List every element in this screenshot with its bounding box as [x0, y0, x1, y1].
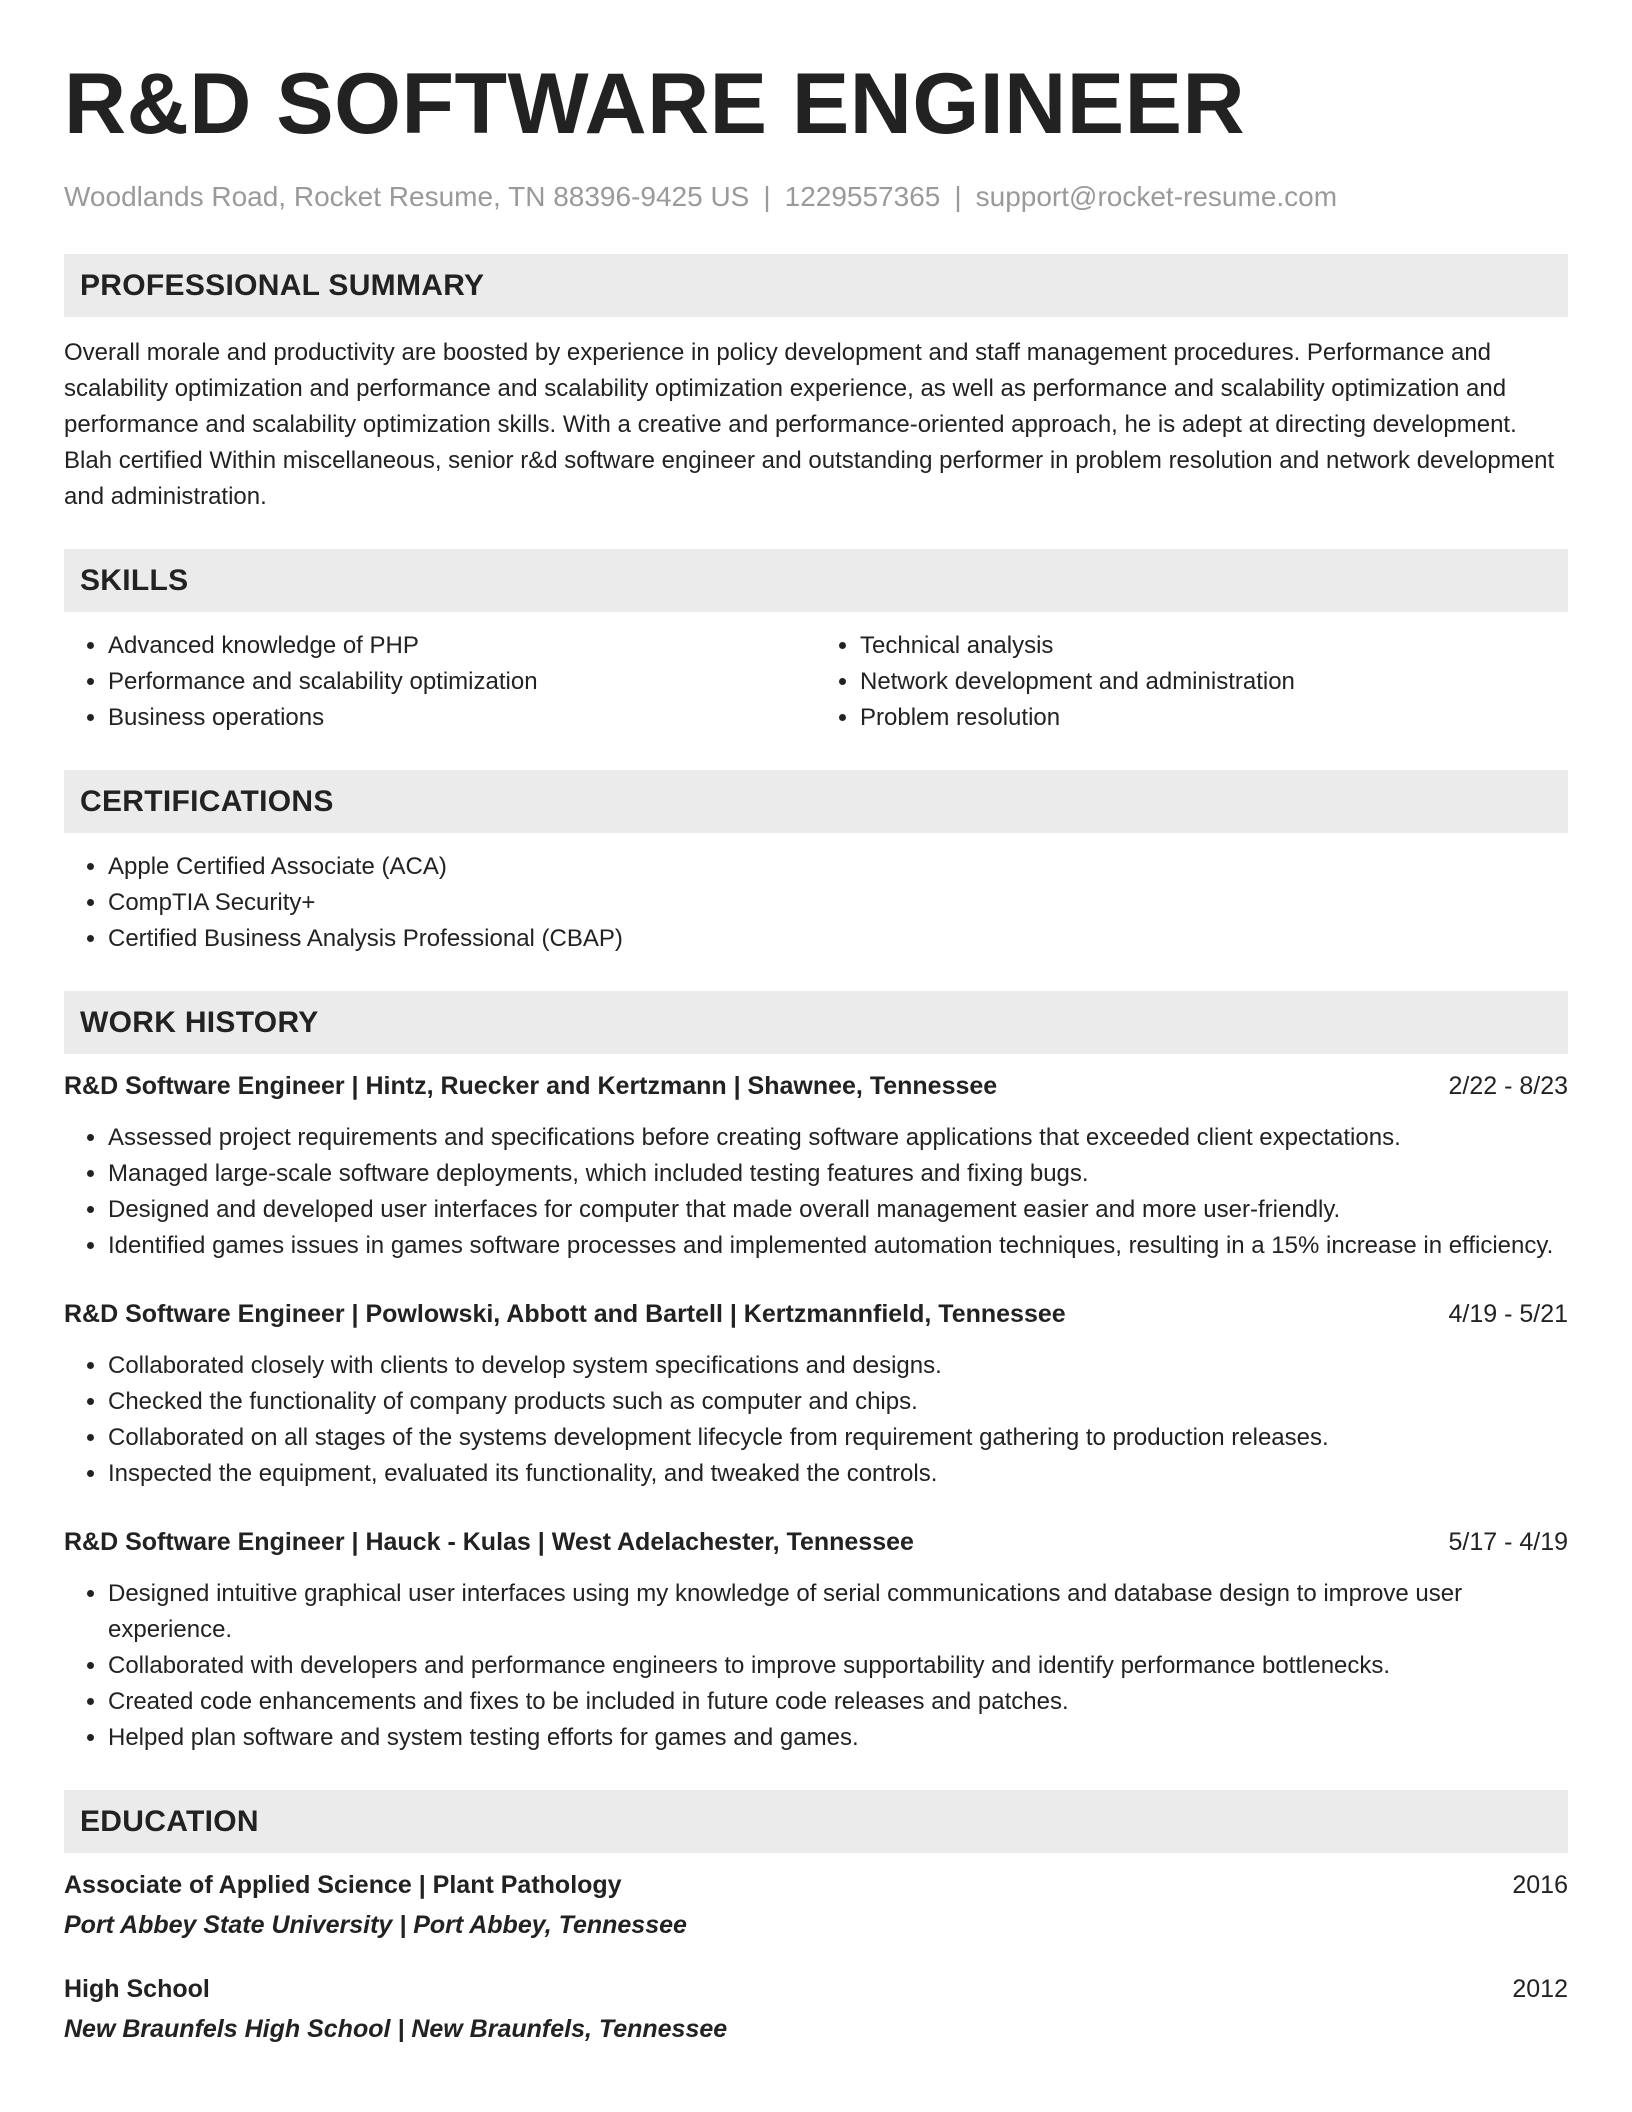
skill-item: • Network development and administration	[860, 664, 1568, 700]
job-bullet: • Managed large-scale software deployments, which included testing features and fixing bugs.	[108, 1156, 1568, 1192]
contact-separator: |	[954, 181, 962, 212]
certifications-list	[64, 849, 1568, 957]
job-entry	[64, 1524, 1568, 1756]
resume-name-heading: R&D SOFTWARE ENGINEER	[64, 56, 1246, 152]
summary-text: Overall morale and productivity are boosted by experience in policy development and staff management procedures. Performance and scalability optimization and performance and scalability optimization experience, as well as performance and scalability optimization and performance and scalability optimization skills. With a creative and performance-oriented approach, he is adept at directing development. Blah certified Within miscellaneous, senior r&d software engineer and outstanding performer in problem resolution and network development and administration.	[64, 339, 1555, 510]
job-header	[64, 1296, 1568, 1332]
contact-separator: |	[763, 181, 771, 212]
skill-item: • Business operations	[108, 700, 816, 736]
summary-section-header: PROFESSIONAL SUMMARY	[64, 254, 1568, 317]
education-header	[64, 1971, 1568, 2007]
job-title: R&D Software Engineer | Hintz, Ruecker and Kertzmann | Shawnee, Tennessee	[64, 1072, 998, 1100]
job-bullets	[64, 1348, 1568, 1492]
education-degree: Associate of Applied Science | Plant Pathology	[64, 1871, 622, 1899]
job-bullet: • Created code enhancements and fixes to be included in future code releases and patches.	[108, 1684, 1568, 1720]
job-dates: 5/17 - 4/19	[1448, 1528, 1568, 1556]
job-header	[64, 1068, 1568, 1104]
job-bullets	[64, 1120, 1568, 1264]
skills-list-right	[816, 628, 1568, 736]
skill-item: • Problem resolution	[860, 700, 1568, 736]
job-bullet: • Identified games issues in games software processes and implemented automation techniques, resulting in a 15% increase in efficiency.	[108, 1228, 1568, 1264]
certification-item: • Apple Certified Associate (ACA)	[108, 849, 1568, 885]
work-history-section-header: WORK HISTORY	[64, 991, 1568, 1054]
job-bullet: • Collaborated closely with clients to develop system specifications and designs.	[108, 1348, 1568, 1384]
job-title: R&D Software Engineer | Powlowski, Abbott and Bartell | Kertzmannfield, Tennessee	[64, 1300, 1066, 1328]
contact-address: Woodlands Road, Rocket Resume, TN 88396-9425 US	[64, 181, 750, 212]
contact-email: support@rocket-resume.com	[975, 181, 1338, 212]
job-bullet: • Helped plan software and system testing efforts for games and games.	[108, 1720, 1568, 1756]
education-header	[64, 1867, 1568, 1903]
skill-item: • Advanced knowledge of PHP	[108, 628, 816, 664]
job-entry	[64, 1068, 1568, 1264]
contact-line	[64, 180, 1568, 214]
skill-item: • Technical analysis	[860, 628, 1568, 664]
job-entry	[64, 1296, 1568, 1492]
education-school: New Braunfels High School | New Braunfels, Tennessee	[64, 2015, 728, 2043]
skills-list-left	[64, 628, 816, 736]
job-dates: 4/19 - 5/21	[1448, 1300, 1568, 1328]
job-title: R&D Software Engineer | Hauck - Kulas | West Adelachester, Tennessee	[64, 1528, 914, 1556]
job-bullet: • Designed and developed user interfaces for computer that made overall management easier and more user-friendly.	[108, 1192, 1568, 1228]
certification-item: • CompTIA Security+	[108, 885, 1568, 921]
education-entry	[64, 1971, 1568, 2047]
education-school: Port Abbey State University | Port Abbey, Tennessee	[64, 1911, 687, 1939]
job-bullet: • Collaborated on all stages of the systems development lifecycle from requirement gathering to production releases.	[108, 1420, 1568, 1456]
job-dates: 2/22 - 8/23	[1448, 1072, 1568, 1100]
education-section-header: EDUCATION	[64, 1790, 1568, 1853]
skills-grid	[64, 628, 1568, 736]
job-bullets	[64, 1576, 1568, 1756]
contact-phone: 1229557365	[784, 181, 941, 212]
education-degree: High School	[64, 1975, 210, 2003]
job-header	[64, 1524, 1568, 1560]
education-year: 2016	[1512, 1871, 1568, 1899]
skill-item: • Performance and scalability optimization	[108, 664, 816, 700]
job-bullet: • Assessed project requirements and specifications before creating software applications that exceeded client expectations.	[108, 1120, 1568, 1156]
job-bullet: • Designed intuitive graphical user interfaces using my knowledge of serial communications and database design to improve user experience.	[108, 1576, 1568, 1648]
job-bullet: • Collaborated with developers and performance engineers to improve supportability and identify performance bottlenecks.	[108, 1648, 1568, 1684]
education-entry	[64, 1867, 1568, 1943]
job-bullet: • Inspected the equipment, evaluated its functionality, and tweaked the controls.	[108, 1456, 1568, 1492]
education-year: 2012	[1512, 1975, 1568, 2003]
job-bullet: • Checked the functionality of company products such as computer and chips.	[108, 1384, 1568, 1420]
certifications-section-header: CERTIFICATIONS	[64, 770, 1568, 833]
skills-section-header: SKILLS	[64, 549, 1568, 612]
certification-item: • Certified Business Analysis Professional (CBAP)	[108, 921, 1568, 957]
